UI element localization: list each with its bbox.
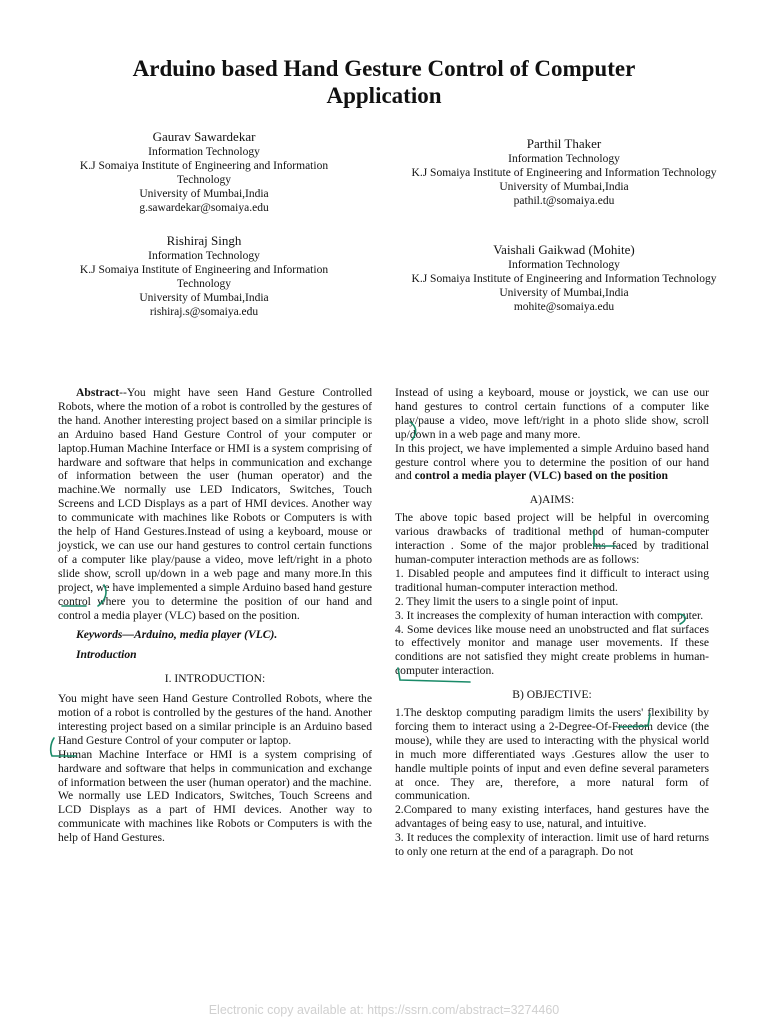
author-inst: K.J Somaiya Institute of Engineering and Information Technology xyxy=(411,273,717,285)
author-email: mohite@somaiya.edu xyxy=(513,301,615,313)
aims-item: 1. Disabled people and amputees find it difficult to interact using traditional human-computer interaction method. xyxy=(395,566,709,594)
author-name: Vaishali Gaikwad (Mohite) xyxy=(493,242,635,257)
aims-item: 2. They limit the users to a single point of input. xyxy=(395,594,619,608)
section-heading-introduction: I. INTRODUCTION: xyxy=(164,672,266,686)
aims-item: 4. Some devices like mouse need an unobstructed and flat surfaces to effectively monitor and manage user movements. If these conditions are not satisfied they might create problems in human-computer interaction. xyxy=(395,622,709,678)
title-line-2: Application xyxy=(326,83,442,108)
author-dept: Information Technology xyxy=(508,153,620,165)
keywords: Keywords—Arduino, media player (VLC). xyxy=(76,628,278,642)
author-dept: Information Technology xyxy=(508,259,620,271)
right-paragraph-2 xyxy=(395,442,709,484)
aims-item: 3. It increases the complexity of human interaction with computer. xyxy=(395,608,704,622)
right-paragraph-2-text: In this project, we have implemented a simple Arduino based hand gesture control where you to determine the position of our hand and xyxy=(395,441,709,483)
author-inst: K.J Somaiya Institute of Engineering and Information Technology xyxy=(411,167,717,179)
right-paragraph-2-bold: control a media player (VLC) based on the position xyxy=(414,469,668,483)
introduction-label: Introduction xyxy=(76,648,137,662)
author-block-4 xyxy=(410,241,718,314)
abstract-text: --You might have seen Hand Gesture Controlled Robots, where the motion of a robot is controlled by the gestures of the hand. Another interesting project based on a similar principle is an Arduino based Hand Gesture Control of your computer or laptop.Human Machine Interface or HMI is a system comprising of hardware and software that helps in communication and exchange of information between the user (human operator) and the machine.We normally use LED Indicators, Switches, Touch Screens and LCD Displays as a part of HMI devices. Another way to communicate with machines like Robots or Computers is with the help of Hand Gestures.Instead of using a keyboard, mouse or joystick, we can use our hand gestures to control certain functions of a computer like play/pause a video, move left/right in a photo slide show, scroll up/down in a web page and many more.In this project, we have implemented a simple Arduino based hand gesture control where you to determine the position of our hand and control a media player (VLC) based on the position. xyxy=(58,386,372,622)
author-name: Rishiraj Singh xyxy=(166,233,242,248)
right-column xyxy=(395,386,709,859)
left-column xyxy=(58,386,372,845)
author-name: Parthil Thaker xyxy=(526,136,602,151)
author-block-2 xyxy=(56,232,352,319)
author-univ: University of Mumbai,India xyxy=(499,287,629,299)
author-dept: Information Technology xyxy=(148,146,260,158)
title-line-1: Arduino based Hand Gesture Control of Computer xyxy=(132,56,636,81)
author-block-3 xyxy=(410,135,718,208)
intro-paragraph-3: We normally use LED Indicators, Switches, Touch Screens and LCD Displays as a part of HMI devices. Another way to communicate with machines like Robots or Computers is with the help of Hand Gestures. xyxy=(58,789,372,845)
author-inst: K.J Somaiya Institute of Engineering and Information Technology xyxy=(79,160,329,186)
objective-heading: B) OBJECTIVE: xyxy=(512,688,592,702)
paper-title xyxy=(60,55,708,109)
abstract xyxy=(58,386,372,622)
objective-item: 2.Compared to many existing interfaces, hand gestures have the advantages of being easy to use, natural, and intuitive. xyxy=(395,803,709,831)
author-univ: University of Mumbai,India xyxy=(139,292,269,304)
author-inst: K.J Somaiya Institute of Engineering and Information Technology xyxy=(79,264,329,290)
intro-paragraph-2: Human Machine Interface or HMI is a system comprising of hardware and software that helps in communication and exchange of information between the user (human operator) and the machine. xyxy=(58,747,372,789)
aims-intro: The above topic based project will be helpful in overcoming various drawbacks of traditional method of human-computer interaction . Some of the major problems faced by traditional human-computer interaction methods are as follows: xyxy=(395,511,709,566)
author-name: Gaurav Sawardekar xyxy=(152,129,256,144)
aims-heading: A)AIMS: xyxy=(529,493,575,507)
author-email: rishiraj.s@somaiya.edu xyxy=(149,306,259,318)
objective-item: 1.The desktop computing paradigm limits the users' flexibility by forcing them to interact using a 2-Degree-Of-Freedom device (the mouse), while they are used to interacting with the physical world in much more differentiated ways .Gestures allow the user to handle multiple points of input and even define several parameters at once. They are, therefore, a more natural form of communication. xyxy=(395,706,709,803)
intro-paragraph-1: You might have seen Hand Gesture Controlled Robots, where the motion of a robot is controlled by the gestures of the hand. Another interesting project based on a similar principle is an Arduino based Hand Gesture Control of your computer or laptop. xyxy=(58,692,372,747)
right-paragraph-1: Instead of using a keyboard, mouse or joystick, we can use our hand gestures to control certain functions of a computer like play/pause a video, move left/right in a photo slide show, scroll up/down in a web page and many more. xyxy=(395,386,709,441)
author-univ: University of Mumbai,India xyxy=(139,188,269,200)
author-email: g.sawardekar@somaiya.edu xyxy=(139,202,269,214)
footer-ssrn-notice: Electronic copy available at: https://ssrn.com/abstract=3274460 xyxy=(208,1003,560,1017)
author-univ: University of Mumbai,India xyxy=(499,181,629,193)
abstract-label: Abstract xyxy=(76,386,120,399)
author-email: pathil.t@somaiya.edu xyxy=(513,195,615,207)
author-block-1 xyxy=(56,128,352,215)
author-dept: Information Technology xyxy=(148,250,260,262)
objective-item: 3. It reduces the complexity of interaction. limit use of hard returns to only one return at the end of a paragraph. Do not xyxy=(395,831,709,859)
